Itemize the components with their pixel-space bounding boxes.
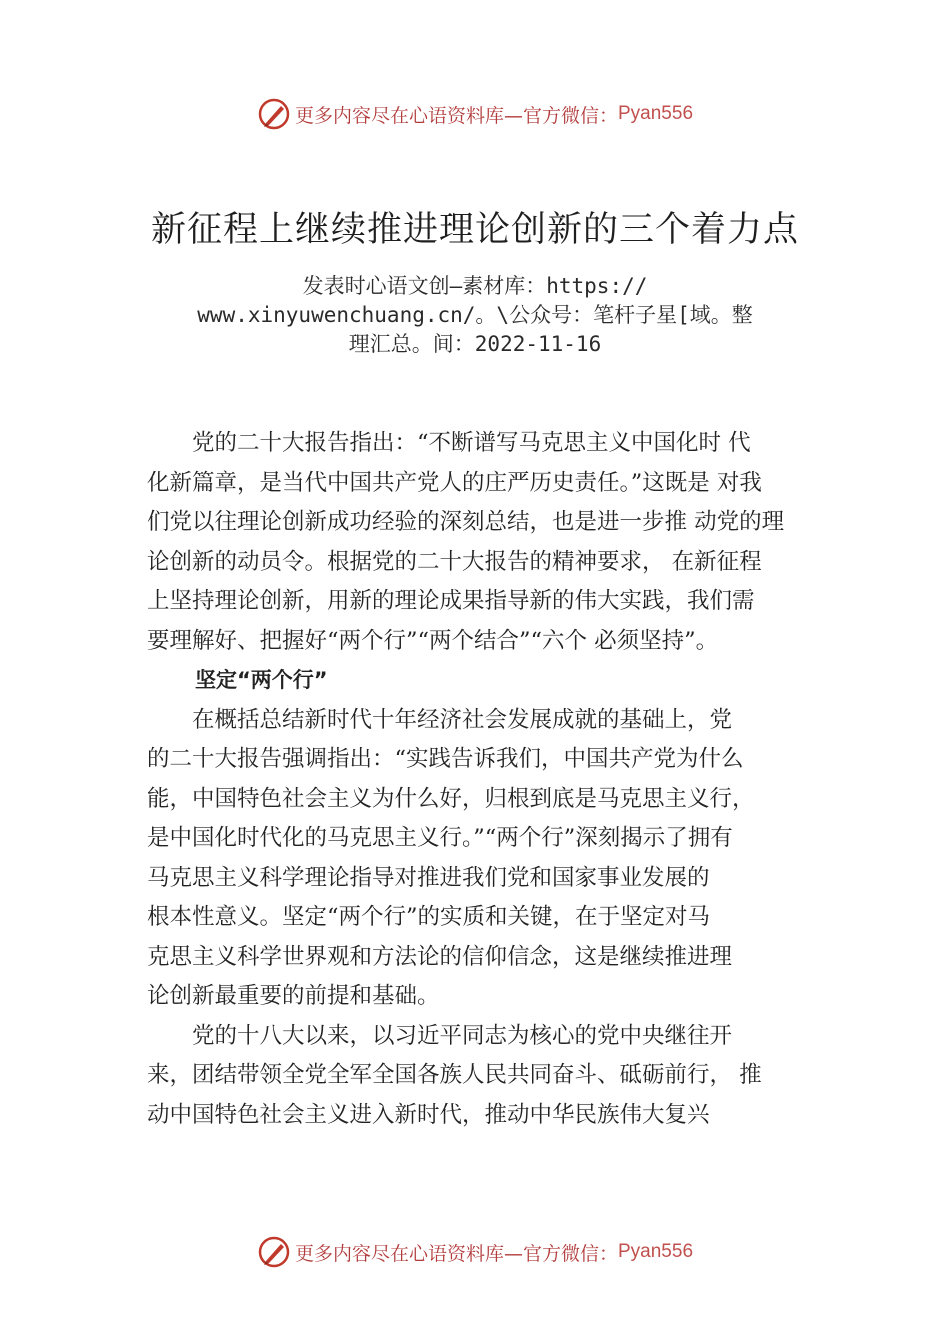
text-line: 克思主义科学世界观和方法论的信仰信念，这是继续推进理 [147, 943, 733, 970]
text-line: 论创新最重要的前提和基础。 [147, 983, 440, 1009]
pen-logo-icon [257, 1235, 291, 1269]
article-body [147, 424, 837, 1135]
text-line: 论创新的动员令。根据党的二十大报告的精神要求， 在新征程 [147, 548, 762, 575]
banner-wechat-label: 官方微信： [522, 104, 618, 127]
text-line: 党的二十大报告指出：“不断谱写马克思主义中国化时 代 [147, 430, 751, 456]
paragraph-3 [147, 1017, 837, 1136]
article-meta [140, 272, 810, 359]
text-line: 根本性意义。坚定“两个行”的实质和关键，在于坚定对马 [147, 904, 711, 930]
header-banner [0, 94, 950, 134]
text-line: 们党以往理论创新成功经验的深刻总结，也是进一步推 动党的理 [147, 509, 785, 535]
banner-text: 更多内容尽在心语资料库— [294, 104, 523, 127]
banner-text: 更多内容尽在心语资料库— [294, 1242, 523, 1265]
paragraph-1 [147, 424, 837, 661]
text-line: 能，中国特色社会主义为什么好，归根到底是马克思主义行， [147, 785, 755, 812]
pen-logo-icon [257, 97, 291, 131]
text-line: 的二十大报告强调指出：“实践告诉我们，中国共产党为什么 [147, 746, 744, 772]
meta-line: www.xinyuwenchuang.cn/。\公众号：笔杆子星[域。整 [197, 303, 753, 327]
banner-wechat-id: Pyan556 [618, 1241, 694, 1262]
footer-banner [0, 1232, 950, 1272]
text-line: 来，团结带领全党全军全国各族人民共同奋斗、砥砺前行， 推 [147, 1062, 762, 1088]
text-line: 是中国化时代化的马克思主义行。”“两个行”深刻揭示了拥有 [147, 825, 733, 851]
banner-wechat-id: Pyan556 [618, 103, 694, 124]
section-heading: 坚定“两个行” [195, 668, 328, 692]
text-line: 要理解好、把握好“两个行”“两个结合”“六个 必须坚持”。 [147, 627, 719, 654]
meta-line: 理汇总。间：2022-11-16 [348, 332, 602, 356]
text-line: 马克思主义科学理论指导对推进我们党和国家事业发展的 [147, 864, 710, 891]
text-line: 党的十八大以来，以习近平同志为核心的党中央继往开 [147, 1022, 733, 1049]
banner-wechat-label: 官方微信： [522, 1242, 618, 1265]
text-line: 动中国特色社会主义进入新时代，推动中华民族伟大复兴 [147, 1101, 710, 1128]
text-line: 在概括总结新时代十年经济社会发展成就的基础上，党 [147, 706, 733, 733]
text-line: 化新篇章，是当代中国共产党人的庄严历史责任。”这既是 对我 [147, 469, 762, 496]
article-title: 新征程上继续推进理论创新的三个着力点 [150, 210, 799, 250]
paragraph-2 [147, 701, 837, 1017]
text-line: 上坚持理论创新，用新的理论成果指导新的伟大实践，我们需 [147, 588, 755, 614]
meta-line: 发表时心语文创—素材库：https:// [302, 274, 648, 298]
